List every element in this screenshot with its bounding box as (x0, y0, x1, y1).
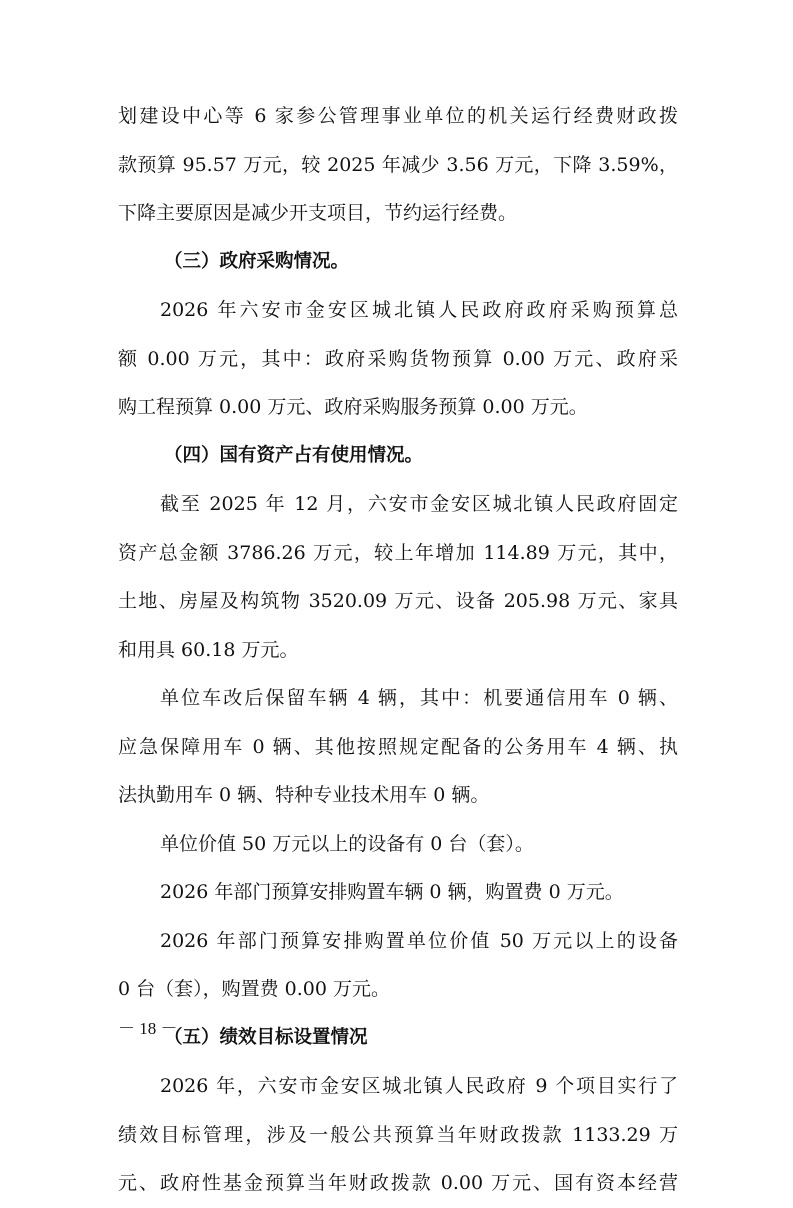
text-line: 和用具 60.18 万元。 (118, 638, 299, 661)
text-line: 资产总金额 3786.26 万元，较上年增加 114.89 万元，其中， (118, 541, 678, 564)
page-number: － 18 － (118, 1019, 178, 1038)
text-line: 绩效目标管理，涉及一般公共预算当年财政拨款 1133.29 万 (118, 1123, 678, 1146)
text-line: 截至 2025 年 12 月，六安市金安区城北镇人民政府固定 (160, 493, 678, 515)
text-line: 土地、房屋及构筑物 3520.09 万元、设备 205.98 万元、家具 (118, 590, 678, 612)
text-line: 2026 年部门预算安排购置车辆 0 辆，购置费 0 万元。 (160, 881, 624, 903)
section-heading: （四）国有资产占有使用情况。 (164, 444, 424, 466)
text-line: 2026 年，六安市金安区城北镇人民政府 9 个项目实行了 (160, 1075, 678, 1097)
text-line: 元、政府性基金预算当年财政拨款 0.00 万元、国有资本经营 (118, 1172, 678, 1194)
text-line: 2026 年六安市金安区城北镇人民政府政府采购预算总 (160, 299, 678, 321)
text-line: 购工程预算 0.00 万元、政府采购服务预算 0.00 万元。 (118, 396, 588, 418)
text-line: 应急保障用车 0 辆、其他按照规定配备的公务用车 4 辆、执 (118, 735, 678, 758)
text-line: 单位车改后保留车辆 4 辆，其中：机要通信用车 0 辆、 (160, 687, 678, 709)
document-body (118, 92, 678, 1208)
text-line: 2026 年部门预算安排购置单位价值 50 万元以上的设备 (160, 929, 678, 952)
text-line: 单位价值 50 万元以上的设备有 0 台（套）。 (160, 832, 534, 855)
text-line: 0 台（套），购置费 0.00 万元。 (118, 978, 391, 1000)
section-heading: （三）政府采购情况。 (164, 250, 350, 272)
text-line: 额 0.00 万元，其中：政府采购货物预算 0.00 万元、政府采 (118, 347, 678, 370)
text-line: 下降主要原因是减少开支项目，节约运行经费。 (118, 202, 518, 224)
section-heading: （五）绩效目标设置情况 (164, 1026, 368, 1048)
text-line: 法执勤用车 0 辆、特种专业技术用车 0 辆。 (118, 784, 490, 806)
text-line: 款预算 95.57 万元，较 2025 年减少 3.56 万元，下降 3.59%， (118, 153, 678, 176)
text-line: 划建设中心等 6 家参公管理事业单位的机关运行经费财政拨 (118, 105, 678, 127)
